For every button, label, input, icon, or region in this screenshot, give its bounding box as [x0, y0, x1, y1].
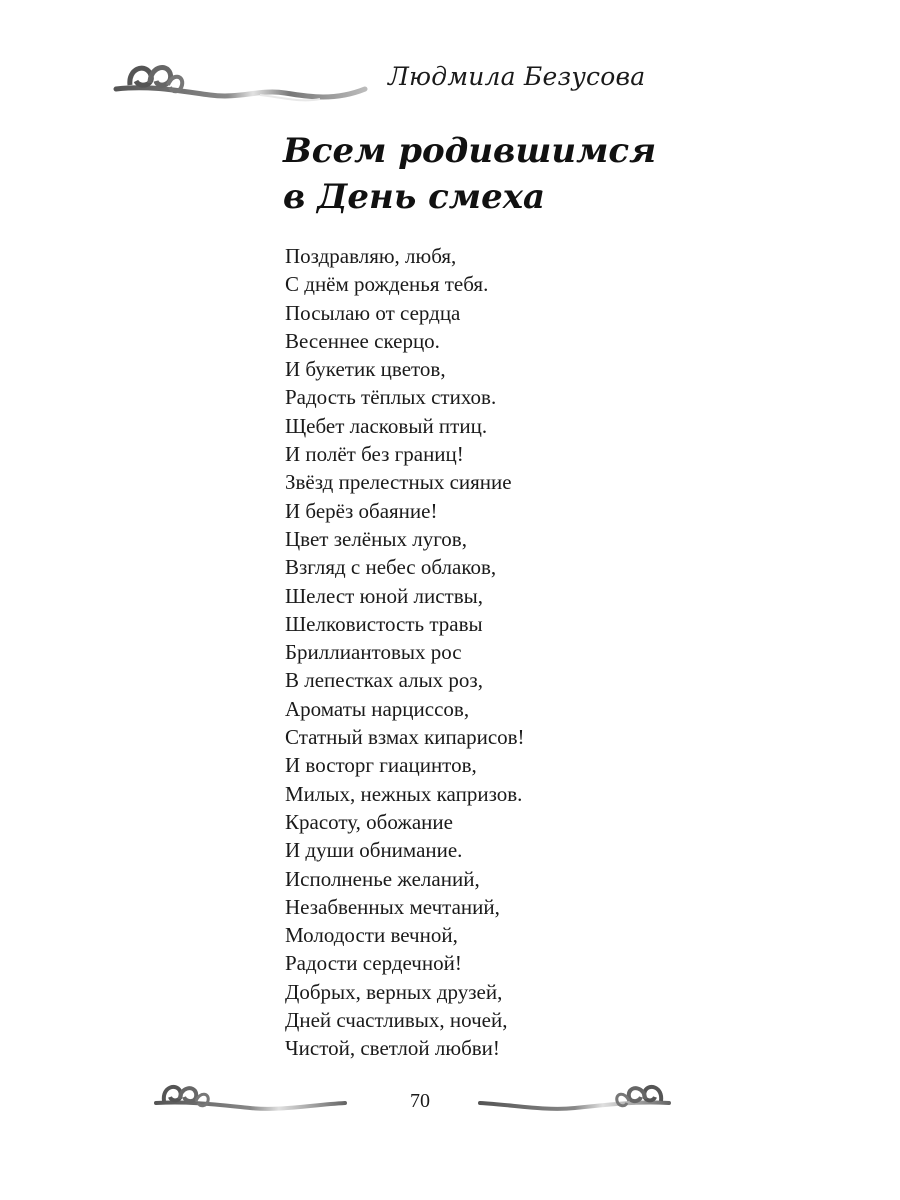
ribbon-ornament-bottom-left-icon — [150, 1075, 350, 1120]
poem-line: Ароматы нарциссов, — [285, 696, 470, 721]
poem-line: Бриллиантовых рос — [285, 640, 462, 665]
poem-line: Щебет ласковый птиц. — [285, 413, 488, 438]
ribbon-ornament-bottom-right-icon — [475, 1075, 675, 1120]
poem-line: Цвет зелёных лугов, — [285, 526, 467, 551]
poem-line: Милых, нежных капризов. — [285, 781, 523, 806]
poem-line: Добрых, верных друзей, — [285, 979, 503, 1004]
poem-line: Исполненье желаний, — [285, 866, 480, 891]
poem-line: Шелковистость травы — [285, 611, 483, 636]
poem-line: В лепестках алых роз, — [285, 668, 483, 693]
author-name: Людмила Безусова — [388, 62, 646, 91]
poem-line: Звёзд прелестных сияние — [285, 470, 512, 495]
poem-line: Поздравляю, любя, — [285, 244, 457, 268]
poem-line: Молодости вечной, — [285, 923, 458, 948]
poem-line: Радости сердечной! — [285, 951, 462, 976]
poem-line: Чистой, светлой любви! — [285, 1036, 500, 1061]
page-number: 70 — [410, 1090, 430, 1112]
poem-title — [283, 128, 656, 220]
poem-line: Весеннее скерцо. — [285, 328, 440, 353]
poem-line: Шелест юной листвы, — [285, 583, 483, 608]
poem-line: С днём рожденья тебя. — [285, 272, 489, 297]
poem-body — [285, 242, 525, 1063]
poem-title-line-2: в День смеха — [283, 177, 546, 217]
poem-line: Незабвенных мечтаний, — [285, 894, 500, 919]
poem-line: И души обнимание. — [285, 838, 463, 863]
poem-line: И восторг гиацинтов, — [285, 753, 477, 778]
poem-line: Статный взмах кипарисов! — [285, 725, 525, 750]
poem-title-line-1: Всем родившимся — [283, 131, 657, 171]
poem-line: Взгляд с небес облаков, — [285, 555, 497, 580]
poem-line: Дней счастливых, ночей, — [285, 1008, 508, 1033]
poem-line: Посылаю от сердца — [285, 300, 461, 325]
poem-line: Радость тёплых стихов. — [285, 385, 497, 410]
ribbon-ornament-top-icon — [110, 55, 370, 115]
poem-line: И полёт без границ! — [285, 442, 464, 467]
poem-line: И букетик цветов, — [285, 357, 446, 382]
poem-line: И берёз обаяние! — [285, 498, 438, 523]
poem-line: Красоту, обожание — [285, 809, 453, 834]
